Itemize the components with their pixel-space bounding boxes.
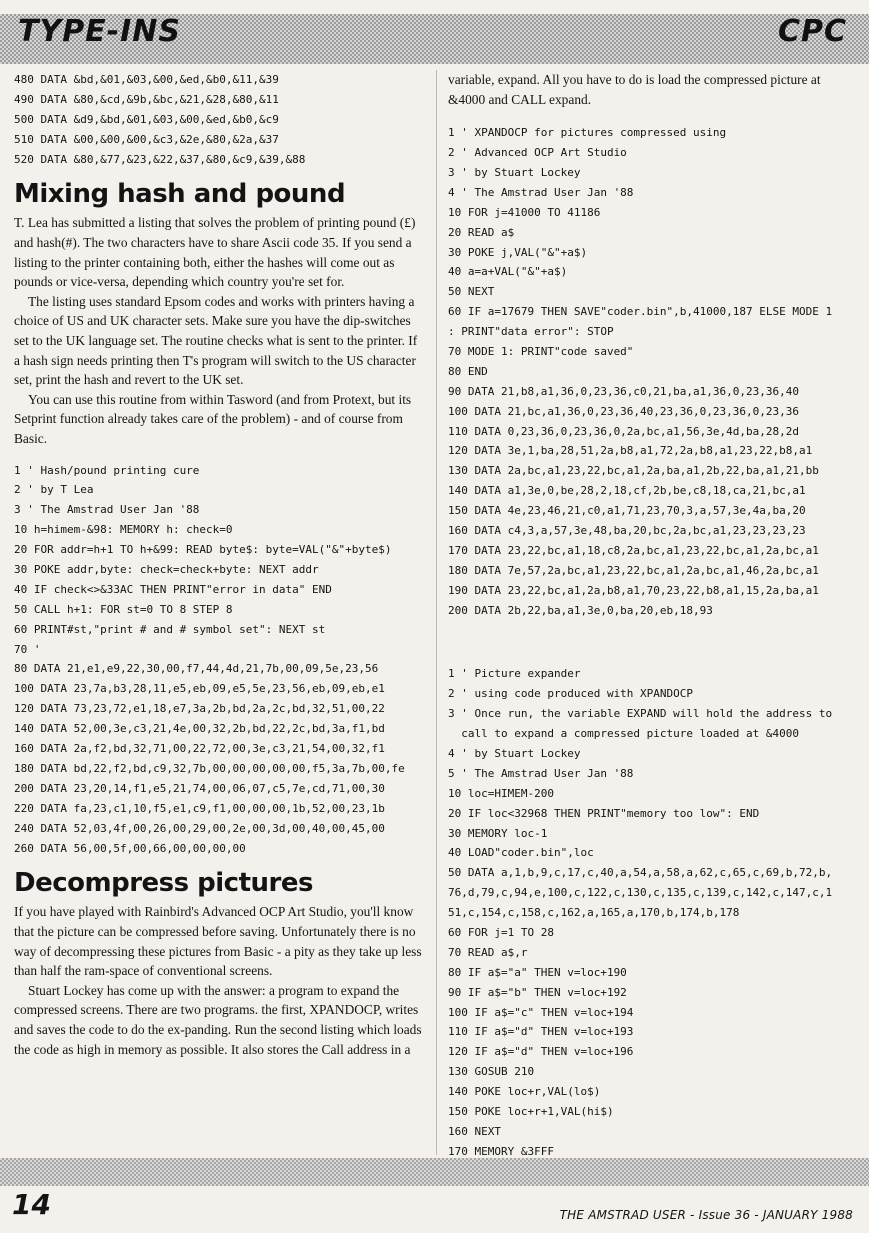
decompress-paragraph-1: If you have played with Rainbird's Advanced OCP Art Studio, you'll know that the picture can be compressed before saving. Unfortunately there is no way of decompressing these pictures from Basic - a pity as they take up less than half the ram-space of conventional screens.: [14, 904, 422, 979]
footer-band: [0, 1158, 869, 1186]
code-line: : PRINT"data error": STOP: [448, 325, 614, 339]
code-listing-hash-pound: [14, 461, 424, 859]
code-line: 3 ' The Amstrad User Jan '88: [14, 503, 200, 517]
code-line: 130 GOSUB 210: [448, 1065, 535, 1079]
code-line: 170 MEMORY &3FFF: [448, 1144, 554, 1158]
code-line: 2 ' Advanced OCP Art Studio: [448, 146, 627, 160]
code-line: 80 END: [448, 364, 488, 378]
code-line: 510 DATA &00,&00,&00,&c3,&2e,&80,&2a,&37: [14, 132, 279, 146]
code-line: 170 DATA 23,22,bc,a1,18,c8,2a,bc,a1,23,22,bc,a1,2a,bc,a1: [448, 543, 819, 557]
code-line: 60 IF a=17679 THEN SAVE"coder.bin",b,41000,187 ELSE MODE 1: [448, 305, 833, 319]
code-line: 180 DATA 7e,57,2a,bc,a1,23,22,bc,a1,2a,bc,a1,46,2a,bc,a1: [448, 563, 819, 577]
code-line: 50 DATA a,1,b,9,c,17,c,40,a,54,a,58,a,62,c,65,c,69,b,72,b,: [448, 866, 833, 880]
code-line: 130 DATA 2a,bc,a1,23,22,bc,a1,2a,ba,a1,2b,22,ba,a1,21,bb: [448, 464, 819, 478]
code-line: 5 ' The Amstrad User Jan '88: [448, 766, 634, 780]
platform-label: CPC: [777, 14, 847, 49]
code-line: 80 IF a$="a" THEN v=loc+190: [448, 965, 627, 979]
code-line: 30 MEMORY loc-1: [448, 826, 548, 840]
heading-decompress: Decompress pictures: [14, 868, 313, 899]
code-line: 490 DATA &80,&cd,&9b,&bc,&21,&28,&80,&11: [14, 92, 279, 106]
code-line: 90 DATA 21,b8,a1,36,0,23,36,c0,21,ba,a1,36,0,23,36,40: [448, 384, 799, 398]
code-line: 140 POKE loc+r,VAL(lo$): [448, 1085, 601, 1099]
code-line: 30 POKE addr,byte: check=check+byte: NEXT addr: [14, 563, 319, 577]
code-line: 20 FOR addr=h+1 TO h+&99: READ byte$: byte=VAL("&"+byte$): [14, 543, 392, 557]
code-line: 51,c,154,c,158,c,162,a,165,a,170,b,174,b,178: [448, 906, 740, 920]
code-line: call to expand a compressed picture loaded at &4000: [448, 727, 799, 741]
code-line: 4 ' by Stuart Lockey: [448, 747, 581, 761]
code-line: 150 DATA 4e,23,46,21,c0,a1,71,23,70,3,a,57,3e,4a,ba,20: [448, 504, 806, 518]
code-line: 60 FOR j=1 TO 28: [448, 926, 554, 940]
section-title: TYPE-INS: [18, 14, 181, 49]
code-line: 260 DATA 56,00,5f,00,66,00,00,00,00: [14, 841, 246, 855]
code-line: 90 IF a$="b" THEN v=loc+192: [448, 985, 627, 999]
code-line: 40 IF check<>&33AC THEN PRINT"error in data" END: [14, 582, 332, 596]
code-line: 4 ' The Amstrad User Jan '88: [448, 185, 634, 199]
mixing-paragraph-1: T. Lea has submitted a listing that solves the problem of printing pound (£) and hash(#). The two characters have to share Ascii code 35. If you send a listing to the printer containing both, either the hashes will come out as pounds or vice-versa, depending which country you're set for.: [14, 215, 416, 290]
code-line: 160 DATA c4,3,a,57,3e,48,ba,20,bc,2a,bc,a1,23,23,23,23: [448, 524, 806, 537]
code-line: 40 a=a+VAL("&"+a$): [448, 265, 568, 279]
code-line: 180 DATA bd,22,f2,bd,c9,32,7b,00,00,00,00,00,f5,3a,7b,00,fe: [14, 761, 405, 775]
code-line: 120 IF a$="d" THEN v=loc+196: [448, 1045, 634, 1059]
left-column: [14, 70, 424, 1059]
code-line: 110 DATA 0,23,36,0,23,36,0,2a,bc,a1,56,3e,4d,ba,28,2d: [448, 424, 799, 438]
code-line: 10 loc=HIMEM-200: [448, 786, 554, 800]
code-line: 10 FOR j=41000 TO 41186: [448, 205, 601, 219]
code-line: 200 DATA 23,20,14,f1,e5,21,74,00,06,07,c5,7e,cd,71,00,30: [14, 781, 385, 795]
column-divider: [436, 70, 437, 1155]
right-column: [448, 70, 860, 1162]
code-line: 190 DATA 23,22,bc,a1,2a,b8,a1,70,23,22,b8,a1,15,2a,ba,a1: [448, 583, 819, 597]
code-line: 50 CALL h+1: FOR st=0 TO 8 STEP 8: [14, 602, 233, 616]
code-line: 76,d,79,c,94,e,100,c,122,c,130,c,135,c,139,c,142,c,147,c,1: [448, 886, 833, 900]
mixing-paragraph-3: You can use this routine from within Tasword (and from Protext, but its Setprint function already takes care of the problem) - and of course from Basic.: [14, 391, 412, 446]
code-line: 60 PRINT#st,"print # and # symbol set": NEXT st: [14, 622, 326, 636]
code-line: 500 DATA &d9,&bd,&01,&03,&00,&ed,&b0,&c9: [14, 112, 279, 126]
page-number: 14: [12, 1188, 51, 1221]
code-line: 70 ': [14, 642, 41, 656]
code-line: 200 DATA 2b,22,ba,a1,3e,0,ba,20,eb,18,93: [448, 603, 713, 617]
code-line: 120 DATA 73,23,72,e1,18,e7,3a,2b,bd,2a,2c,bd,32,51,00,22: [14, 702, 385, 716]
code-line: 160 DATA 2a,f2,bd,32,71,00,22,72,00,3e,c3,21,54,00,32,f1: [14, 742, 385, 756]
code-line: 140 DATA a1,3e,0,be,28,2,18,cf,2b,be,c8,18,ca,21,bc,a1: [448, 484, 806, 498]
code-line: 100 IF a$="c" THEN v=loc+194: [448, 1005, 634, 1019]
mixing-paragraph-2: The listing uses standard Epsom codes and works with printers having a choice of US and UK character sets. Make sure you have the dip-switches set to the UK language set. The routine checks what is sent to the printer. If a hash sign needs printing then T's program will switch to the US character set, print the hash and revert to the UK set.: [14, 293, 418, 388]
code-line: 2 ' using code produced with XPANDOCP: [448, 687, 694, 701]
code-line: 50 NEXT: [448, 285, 495, 299]
code-line: 20 READ a$: [448, 225, 515, 239]
code-listing-top: [14, 70, 424, 169]
decompress-paragraph-2: Stuart Lockey has come up with the answer: a program to expand the compressed screens. There are two programs. the first, XPANDOCP, writes and saves the code to do the ex-panding. Run the second listing which loads the code as high in memory as possible. It also stores the Call address in a: [14, 982, 422, 1057]
code-line: 480 DATA &bd,&01,&03,&00,&ed,&b0,&11,&39: [14, 73, 279, 86]
code-line: 100 DATA 23,7a,b3,28,11,e5,eb,09,e5,5e,23,56,eb,09,eb,e1: [14, 682, 385, 696]
code-line: 150 POKE loc+r+1,VAL(hi$): [448, 1105, 614, 1119]
code-line: 1 ' XPANDOCP for pictures compressed using: [448, 126, 727, 140]
code-listing-xpandocp: [448, 123, 860, 620]
code-line: 120 DATA 3e,1,ba,28,51,2a,b8,a1,72,2a,b8,a1,23,22,b8,a1: [448, 444, 813, 458]
code-line: 10 h=himem-&98: MEMORY h: check=0: [14, 523, 233, 537]
code-line: 1 ' Hash/pound printing cure: [14, 463, 200, 477]
code-line: 3 ' Once run, the variable EXPAND will hold the address to: [448, 707, 833, 721]
code-line: 100 DATA 21,bc,a1,36,0,23,36,40,23,36,0,23,36,0,23,36: [448, 404, 799, 418]
code-line: 30 POKE j,VAL("&"+a$): [448, 245, 588, 259]
code-line: 40 LOAD"coder.bin",loc: [448, 846, 594, 860]
heading-mixing: Mixing hash and pound: [14, 179, 346, 210]
magazine-footer: THE AMSTRAD USER - Issue 36 - JANUARY 1988: [559, 1208, 853, 1222]
code-line: 220 DATA fa,23,c1,10,f5,e1,c9,f1,00,00,00,1b,52,00,23,1b: [14, 801, 385, 815]
code-line: 70 MODE 1: PRINT"code saved": [448, 344, 634, 358]
code-line: 70 READ a$,r: [448, 945, 528, 959]
code-line: 110 IF a$="d" THEN v=loc+193: [448, 1025, 634, 1039]
code-line: 1 ' Picture expander: [448, 667, 581, 681]
code-line: 80 DATA 21,e1,e9,22,30,00,f7,44,4d,21,7b,00,09,5e,23,56: [14, 662, 379, 676]
code-line: 20 IF loc<32968 THEN PRINT"memory too low": END: [448, 806, 760, 820]
code-line: 3 ' by Stuart Lockey: [448, 165, 581, 179]
code-line: 240 DATA 52,03,4f,00,26,00,29,00,2e,00,3d,00,40,00,45,00: [14, 821, 385, 835]
code-line: 140 DATA 52,00,3e,c3,21,4e,00,32,2b,bd,22,2c,bd,3a,f1,bd: [14, 722, 385, 736]
code-line: 520 DATA &80,&77,&23,&22,&37,&80,&c9,&39,&88: [14, 152, 306, 166]
code-line: 160 NEXT: [448, 1124, 501, 1138]
code-listing-expander: [448, 664, 860, 1161]
decompress-intro: variable, expand. All you have to do is load the compressed picture at &4000 and CALL expand.: [448, 72, 821, 107]
code-line: 2 ' by T Lea: [14, 483, 94, 497]
